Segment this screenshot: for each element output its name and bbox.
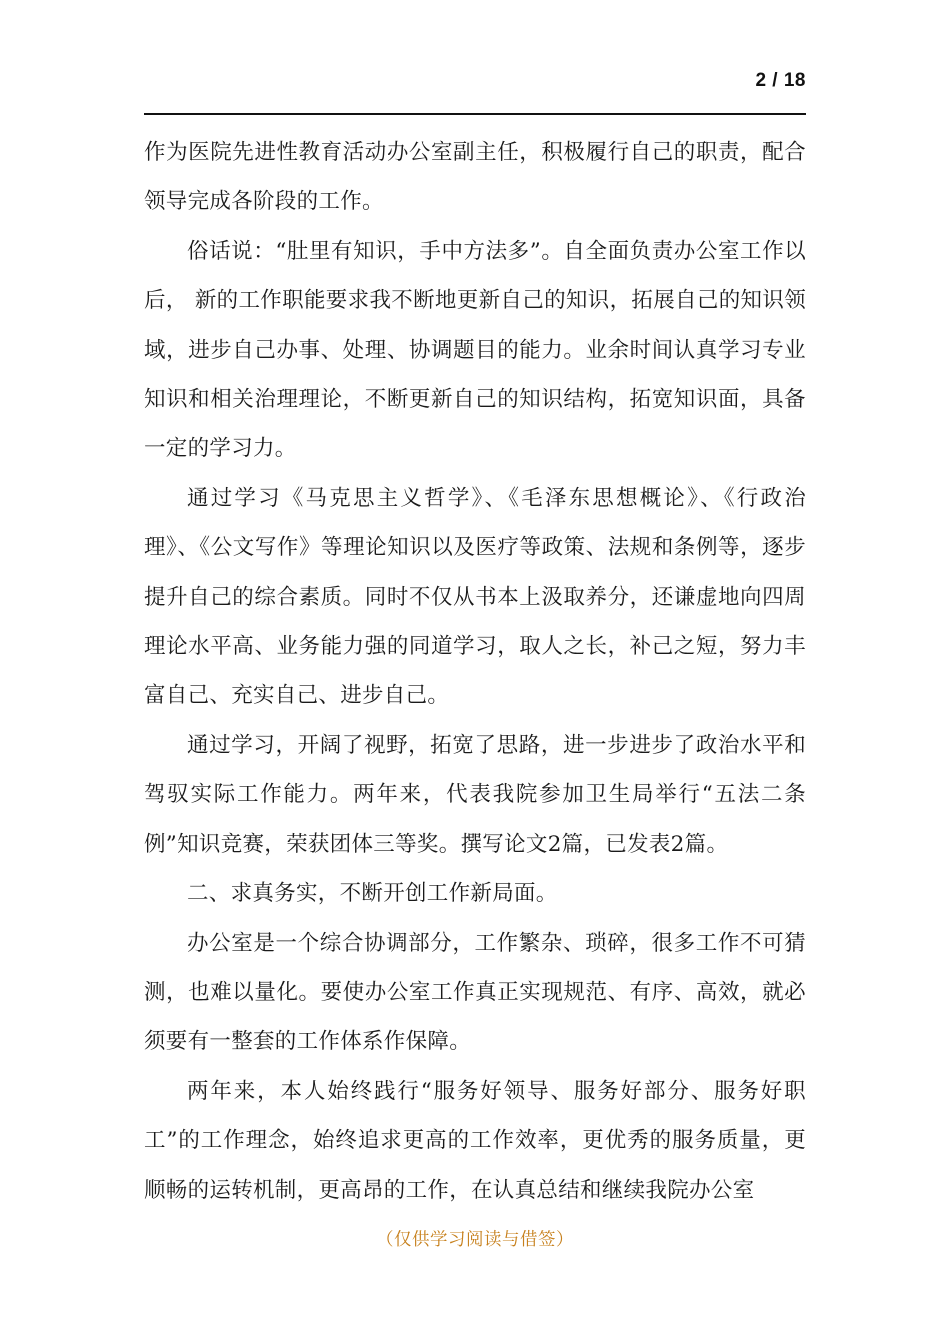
paragraph: 通过学习，开阔了视野，拓宽了思路，进一步进步了政治水平和驾驭实际工作能力。两年来，代表我院参加卫生局举行“五法二条例”知识竞赛，荣获团体三等奖。撰写论文2篇，已发表2篇。 — [144, 732, 806, 857]
paragraph: 作为医院先进性教育活动办公室副主任，积极履行自己的职责，配合领导完成各阶段的工作。 — [144, 140, 806, 215]
paragraph: 俗话说：“肚里有知识，手中方法多”。自全面负责办公室工作以后， 新的工作职能要求我不断地更新自己的知识，拓展自己的知识领域，进步自己办事、处理、协调题目的能力。业余时间认真学习专业知识和相关治理理论，不断更新自己的知识结构，拓宽知识面，具备一定的学习力。 — [144, 238, 806, 462]
paragraph: 通过学习《马克思主义哲学》、《毛泽东思想概论》、《行政治理》、《公文写作》等理论知识以及医疗等政策、法规和条例等，逐步提升自己的综合素质。同时不仅从书本上汲取养分，还谦虚地向四周理论水平高、业务能力强的同道学习，取人之长，补己之短，努力丰富自己、充实自己、进步自己。 — [144, 485, 806, 709]
header-divider — [144, 113, 806, 115]
footer-note: （仅供学习阅读与借签） — [376, 1230, 574, 1250]
document-body — [144, 128, 806, 1215]
paragraph: 办公室是一个综合协调部分，工作繁杂、琐碎，很多工作不可猜测，也难以量化。要使办公室工作真正实现规范、有序、高效，就必须要有一整套的工作体系作保障。 — [144, 930, 806, 1055]
paragraph: 两年来，本人始终践行“服务好领导、服务好部分、服务好职工”的工作理念，始终追求更高的工作效率，更优秀的服务质量，更顺畅的运转机制，更高昂的工作，在认真总结和继续我院办公室 — [144, 1078, 806, 1203]
section-heading: 二、求真务实，不断开创工作新局面。 — [187, 881, 558, 907]
page-number: 2 / 18 — [755, 70, 806, 91]
